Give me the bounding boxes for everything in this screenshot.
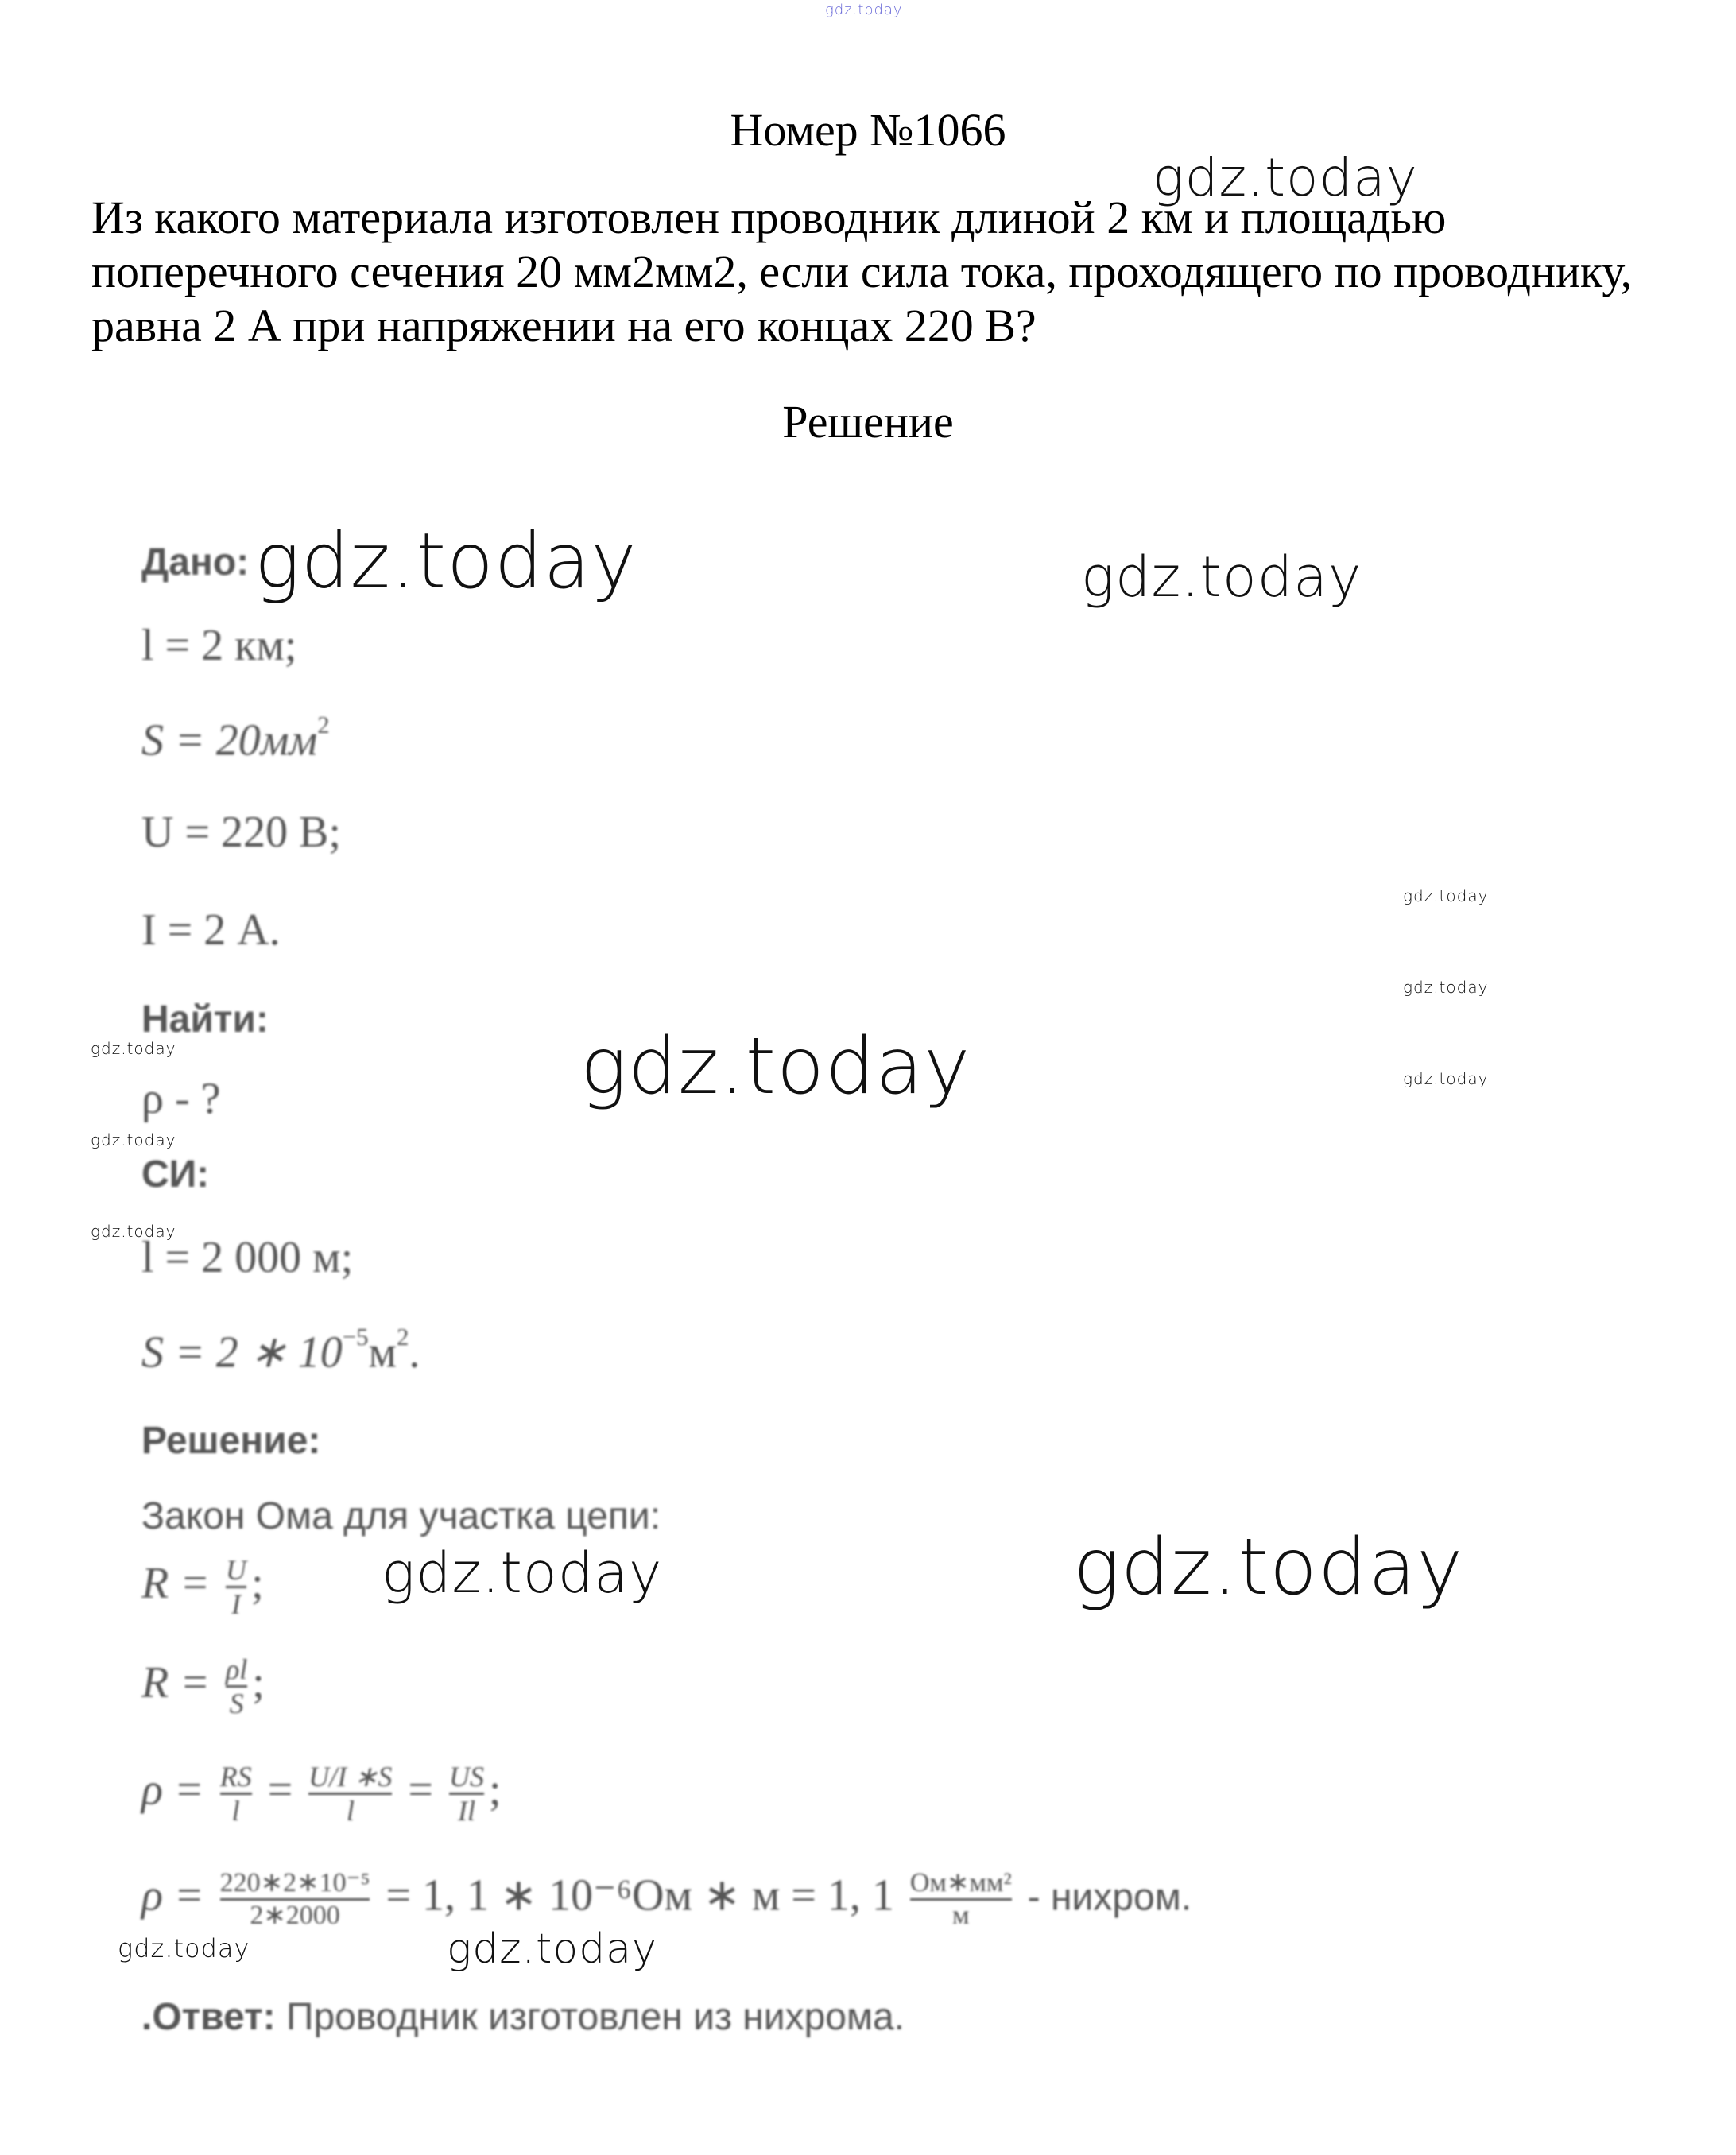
calc-num: 220∗2∗10⁻⁵ — [219, 1868, 370, 1897]
calc-end: - нихром. — [1027, 1876, 1192, 1919]
si-s-exp: −5 — [342, 1324, 369, 1351]
formula-r1 — [141, 1554, 264, 1620]
r2-den: S — [229, 1688, 244, 1719]
rho-f2-num: U/I ∗S — [308, 1761, 393, 1793]
si-s-unit: м — [368, 1327, 397, 1378]
r2-end: ; — [252, 1657, 265, 1707]
rho-f1-num: RS — [219, 1761, 252, 1793]
given-s — [141, 711, 330, 766]
rho-end: ; — [489, 1765, 502, 1815]
ohm-law-text: Закон Ома для участка цепи: — [141, 1495, 661, 1537]
rho-eq-2: = — [408, 1765, 434, 1815]
rho-f1-den: l — [231, 1795, 240, 1827]
si-s — [141, 1324, 420, 1378]
header-watermark: gdz.today — [825, 2, 903, 18]
formula-r2 — [141, 1653, 265, 1719]
find-rho: ρ - ? — [141, 1074, 221, 1123]
r1-num: U — [226, 1554, 246, 1586]
rho-f2-den: l — [346, 1795, 355, 1827]
watermark: gdz.today — [1403, 886, 1489, 905]
si-l: l = 2 000 м; — [141, 1233, 354, 1282]
calc-mid: = 1, 1 ∗ 10⁻⁶Ом ∗ м = 1, 1 — [386, 1870, 894, 1921]
r2-num: ρl — [226, 1653, 248, 1685]
r1-end: ; — [251, 1558, 264, 1608]
given-label: Дано: — [141, 541, 250, 583]
calc-left: ρ = — [141, 1870, 204, 1921]
watermark: gdz.today — [1403, 978, 1489, 997]
page-title: Номер №1066 — [730, 104, 1006, 156]
rho-f3-num: US — [449, 1761, 485, 1793]
given-u: U = 220 В; — [141, 808, 341, 857]
watermark: gdz.today — [91, 1130, 176, 1149]
problem-text: Из какого материала изготовлен проводник длиной 2 км и площадью поперечного сечения 20 мм2мм2, если сила тока, проходящего по проводнику, равна 2 А при напряжении на его концах 220 В? — [91, 192, 1633, 351]
answer-label: .Ответ: — [141, 1996, 276, 2038]
si-label: СИ: — [141, 1153, 210, 1196]
given-s-sup: 2 — [317, 711, 330, 738]
solution-label: Решение: — [141, 1420, 321, 1462]
watermark: gdz.today — [580, 1021, 971, 1112]
si-s-end: . — [409, 1327, 420, 1378]
solution-image — [135, 525, 1407, 2075]
watermark: gdz.today — [1073, 1522, 1464, 1613]
calc-unit-fraction — [910, 1868, 1012, 1931]
answer-line — [141, 1995, 905, 2039]
calc-unit-den: м — [952, 1901, 970, 1930]
calc-fraction — [220, 1868, 370, 1931]
si-s-value: S = 2 ∗ 10 — [141, 1327, 343, 1378]
answer-text: Проводник изготовлен из нихрома. — [275, 1996, 905, 2038]
calc-den: 2∗2000 — [250, 1901, 340, 1930]
watermark: gdz.today — [382, 1541, 663, 1606]
given-i: I = 2 А. — [141, 905, 281, 955]
watermark: gdz.today — [1153, 147, 1418, 208]
rho-left: ρ = — [141, 1765, 204, 1815]
solution-heading: Решение — [782, 396, 954, 448]
r1-den: I — [231, 1588, 241, 1620]
formula-calc — [141, 1868, 1192, 1931]
r2-left: R = — [141, 1657, 210, 1707]
watermark: gdz.today — [447, 1925, 657, 1973]
rho-eq-1: = — [267, 1765, 293, 1815]
find-label: Найти: — [141, 998, 269, 1041]
calc-unit-num: Ом∗мм² — [909, 1868, 1012, 1897]
rho-f3-den: Il — [458, 1795, 476, 1827]
formula-rho — [141, 1761, 502, 1827]
watermark: gdz.today — [1081, 545, 1362, 610]
rho-f3 — [449, 1761, 484, 1827]
watermark: gdz.today — [1403, 1069, 1489, 1088]
given-s-value: S = 20мм — [141, 715, 318, 765]
r1-left: R = — [141, 1558, 210, 1608]
r1-fraction — [226, 1554, 246, 1620]
watermark: gdz.today — [254, 517, 637, 606]
watermark: gdz.today — [118, 1933, 250, 1963]
r2-fraction — [226, 1653, 247, 1719]
watermark: gdz.today — [91, 1222, 176, 1241]
rho-f1 — [220, 1761, 252, 1827]
si-s-unit-sup: 2 — [396, 1324, 409, 1351]
watermark: gdz.today — [91, 1039, 176, 1058]
rho-f2 — [308, 1761, 392, 1827]
given-l: l = 2 км; — [141, 621, 297, 670]
